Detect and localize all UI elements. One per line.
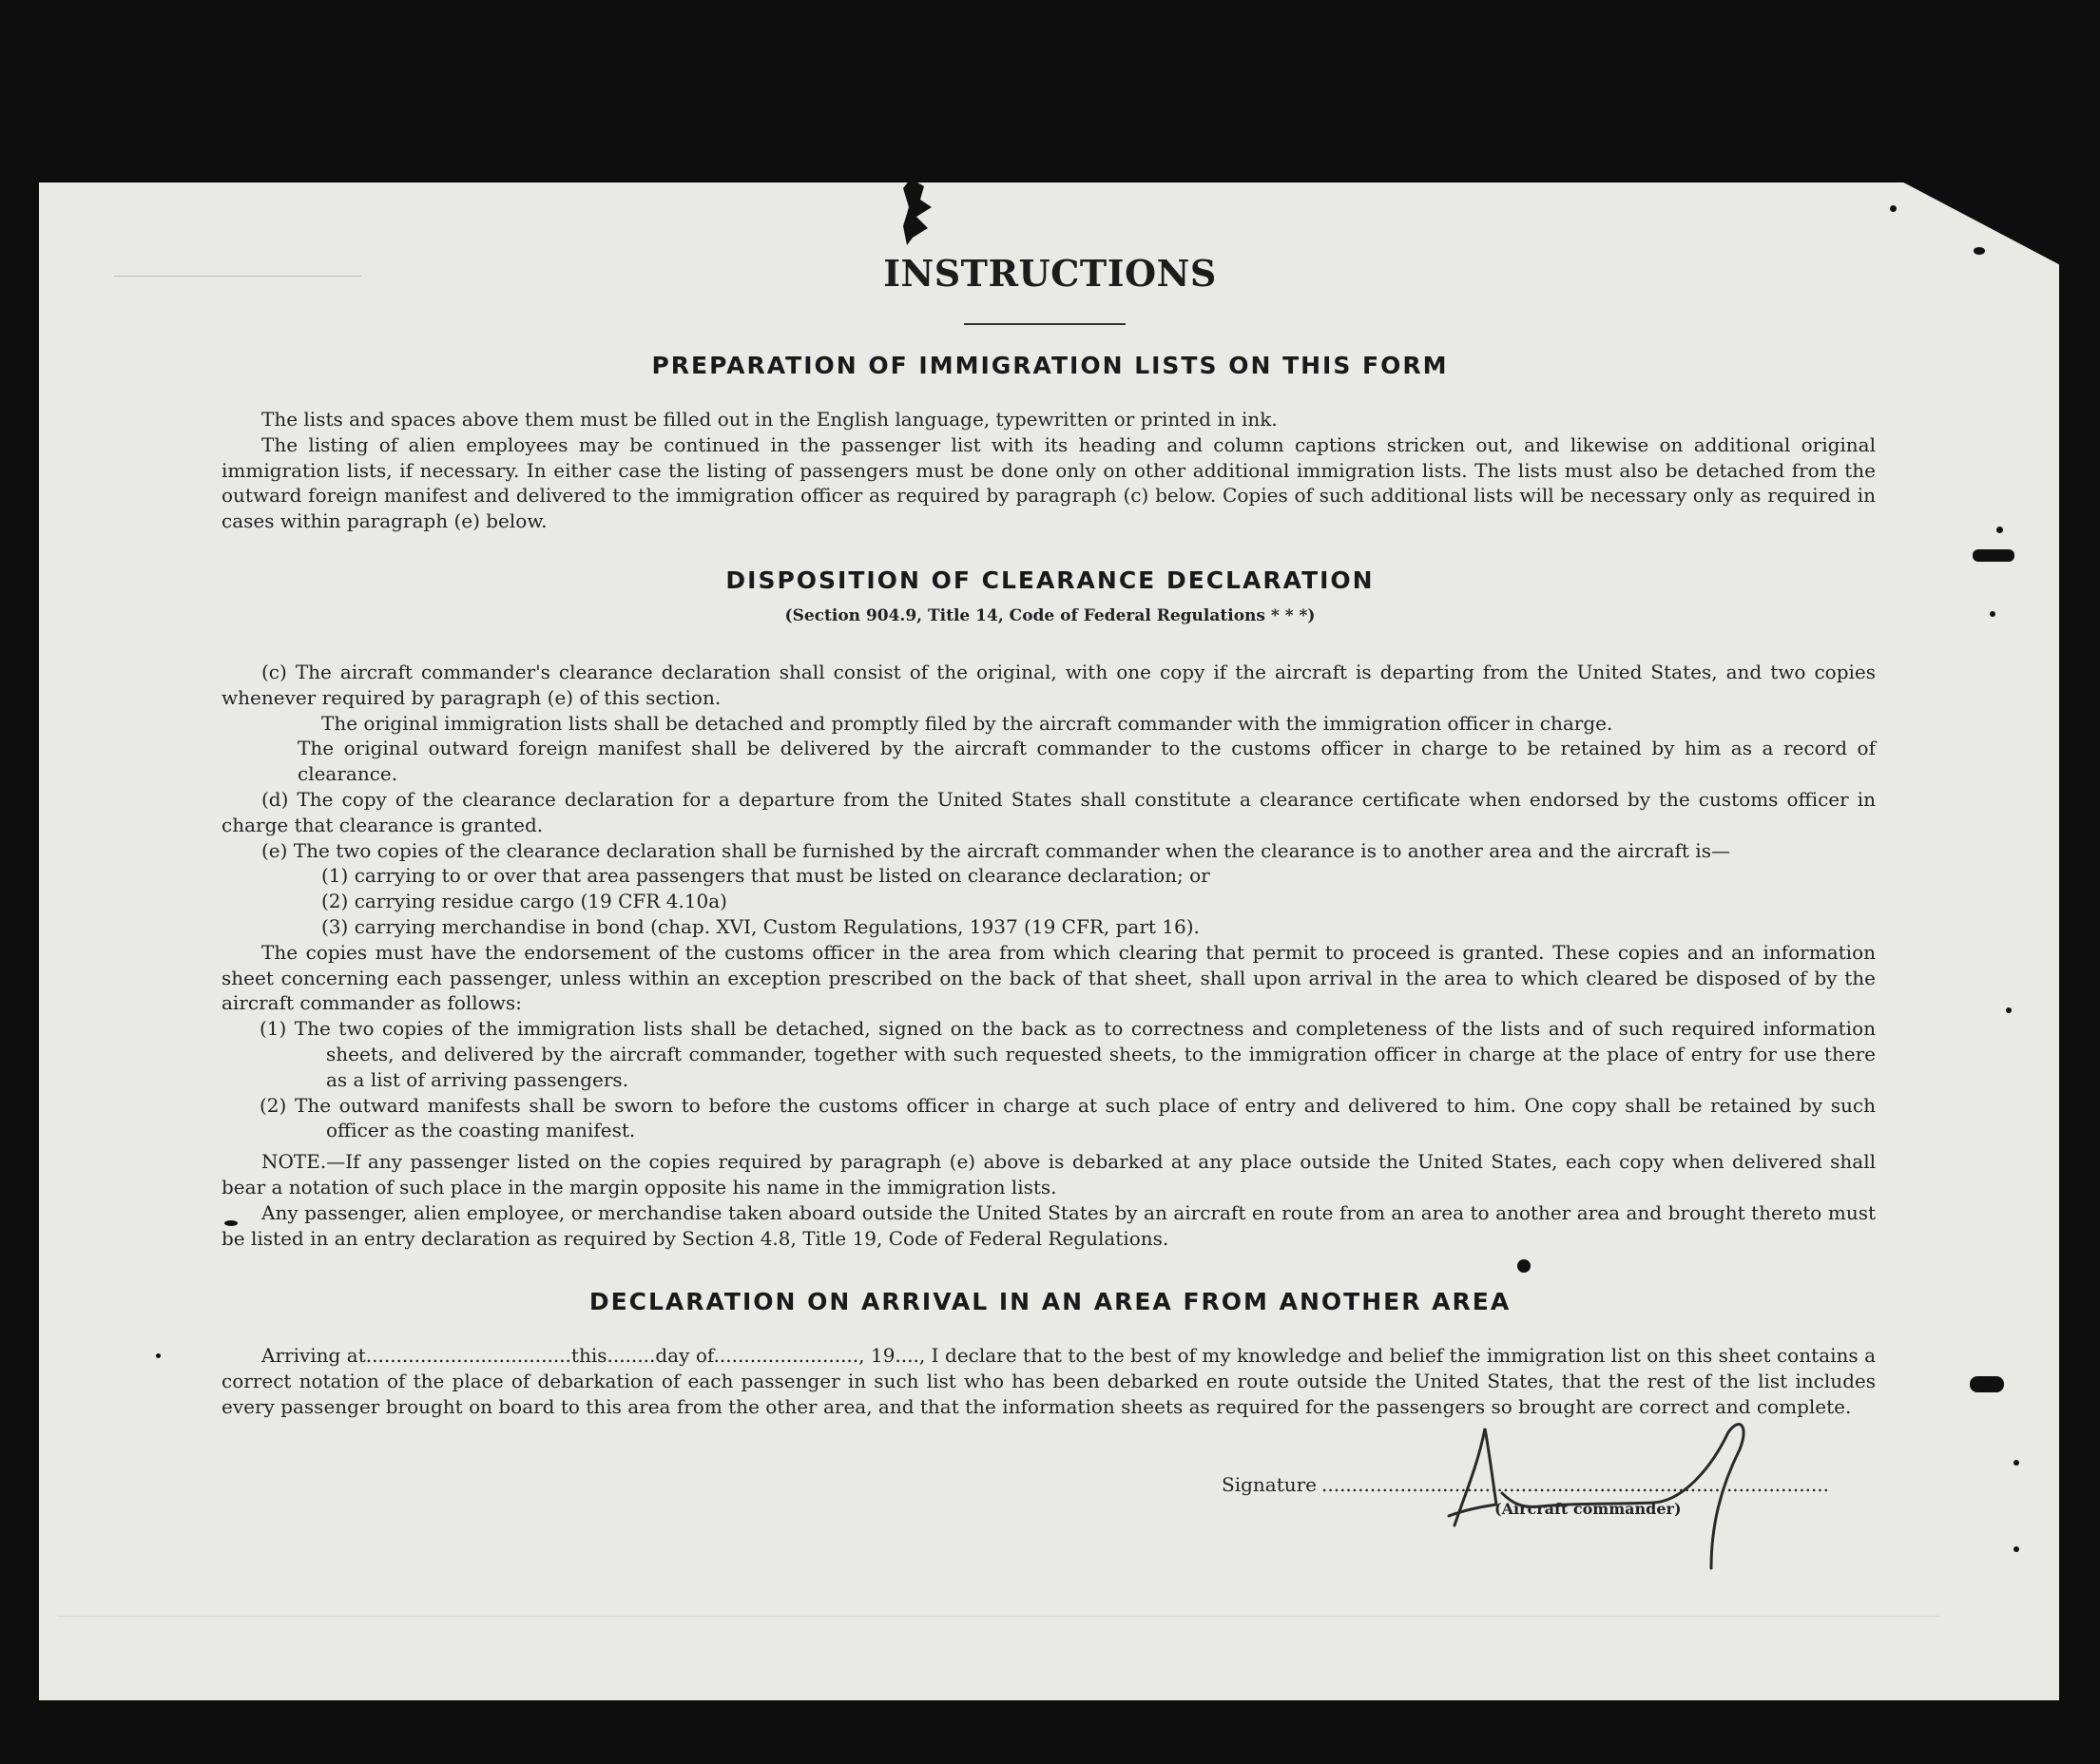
paragraph-copies: The copies must have the endorsement of the customs officer in the area from which clearing that permit to proceed is granted. These copies and an information sheet concerning each passenger, unless within an exception prescribed on the back of that sheet, shall upon arrival in the area to which cleared be disposed of by the aircraft commander as follows: [222, 940, 1876, 1015]
paragraph-e-item-2: (2) carrying residue cargo (19 CFR 4.10a) [321, 890, 727, 913]
paragraph-e: (e) The two copies of the clearance declaration shall be furnished by the aircraft commander when the clearance is to another area and the aircraft is— [261, 838, 1730, 862]
page-title: INSTRUCTIONS [883, 252, 1217, 295]
scan-speck [156, 1353, 161, 1358]
scan-speck [1996, 527, 2003, 533]
paragraph-d: (d) The copy of the clearance declaration for a departure from the United States shall constitute a clearance certificate when endorsed by the customs officer in charge that clearance is granted. [222, 787, 1876, 836]
preparation-text [222, 407, 1876, 534]
scan-speck [1974, 247, 1985, 255]
disposal-item-1: (1) The two copies of the immigration lists shall be detached, signed on the back as to correctness and completeness of the lists and of such required information sheets, and delivered by the aircraft commander, together with such requested sheets, to the immigration officer in charge at the place of entry for use there as a list of arriving passengers. [260, 1017, 1876, 1091]
bleed-through-line [57, 1616, 1939, 1617]
scan-speck [2013, 1460, 2019, 1466]
preparation-paragraph-1: The lists and spaces above them must be filled out in the English language, typewritten or printed in ink. [261, 408, 1278, 431]
declaration-text [222, 1343, 1876, 1419]
paragraph-c-outward-manifest: The original outward foreign manifest shall be delivered by the aircraft commander to the customs officer in charge to be retained by him as a record of clearance. [298, 737, 1876, 786]
signature-dots: .................................................................................... [1321, 1473, 1830, 1496]
scan-speck [1990, 611, 1995, 617]
declaration-paragraph: Arriving at..................................this........day of........................, 19...., I declare that to the best of my knowledge and belief the immigration list on this sheet contains a correct notation of the place of debarkation of each passenger in such list who has been debarked en route outside the United States, that the rest of the list includes every passenger brought on board to this area from the other area, and that the information sheets as required for the passengers so brought are correct and complete. [222, 1344, 1876, 1418]
section-title-declaration: DECLARATION ON ARRIVAL IN AN AREA FROM ANOTHER AREA [588, 1288, 1512, 1315]
entry-declaration-paragraph: Any passenger, alien employee, or merchandise taken aboard outside the United States by an aircraft en route from an area to another area and brought thereto must be listed in an entry declaration as required by Section 4.8, Title 19, Code of Federal Regulations. [222, 1200, 1876, 1250]
scan-speck [2006, 1007, 2012, 1013]
scan-speck [224, 1220, 238, 1226]
section-title-preparation: PREPARATION OF IMMIGRATION LISTS ON THIS FORM [651, 352, 1449, 379]
note-paragraph: NOTE.—If any passenger listed on the copies required by paragraph (e) above is debarked at any place outside the United States, each copy when delivered shall bear a notation of such place in the margin opposite his name in the immigration lists. [222, 1150, 1876, 1198]
section-title-disposition: DISPOSITION OF CLEARANCE DECLARATION [725, 566, 1375, 594]
title-underline [964, 323, 1126, 325]
scan-speck [1970, 1376, 2004, 1392]
paragraph-c-immigration-lists: The original immigration lists shall be detached and promptly filed by the aircraft commander with the immigration officer in charge. [321, 711, 1613, 735]
handwritten-signature [1426, 1411, 1768, 1573]
signature-caption: (Aircraft commander) [1494, 1500, 1682, 1518]
disposition-text [222, 660, 1876, 1251]
scan-speck [1973, 549, 2014, 562]
scan-speck [1517, 1259, 1531, 1273]
signature-label: Signature [1222, 1473, 1318, 1496]
bleed-through-line [114, 276, 361, 277]
paragraph-c: (c) The aircraft commander's clearance declaration shall consist of the original, with one copy if the aircraft is departing from the United States, and two copies whenever required by paragraph (e) of this section. [222, 661, 1876, 709]
regulation-citation: (Section 904.9, Title 14, Code of Federal Regulations * * *) [784, 606, 1316, 625]
disposal-item-2: (2) The outward manifests shall be sworn to before the customs officer in charge at such place of entry and delivered to him. One copy shall be retained by such officer as the coasting manifest. [260, 1093, 1876, 1142]
scan-speck [2013, 1546, 2019, 1552]
paragraph-e-item-3: (3) carrying merchandise in bond (chap. XVI, Custom Regulations, 1937 (19 CFR, part 16). [321, 914, 1200, 938]
preparation-paragraph-2: The listing of alien employees may be continued in the passenger list with its heading and column captions stricken out, and likewise on additional original immigration lists, if necessary. In either case the listing of passengers must be done only on other additional immigration lists. The lists must also be detached from the outward foreign manifest and delivered to the immigration officer as required by paragraph (c) below. Copies of such additional lists will be necessary only as required in cases within paragraph (e) below. [222, 432, 1876, 533]
scan-speck [1890, 205, 1897, 212]
paper-tear [903, 179, 941, 245]
paragraph-e-item-1: (1) carrying to or over that area passengers that must be listed on clearance declaration; or [321, 864, 1210, 888]
